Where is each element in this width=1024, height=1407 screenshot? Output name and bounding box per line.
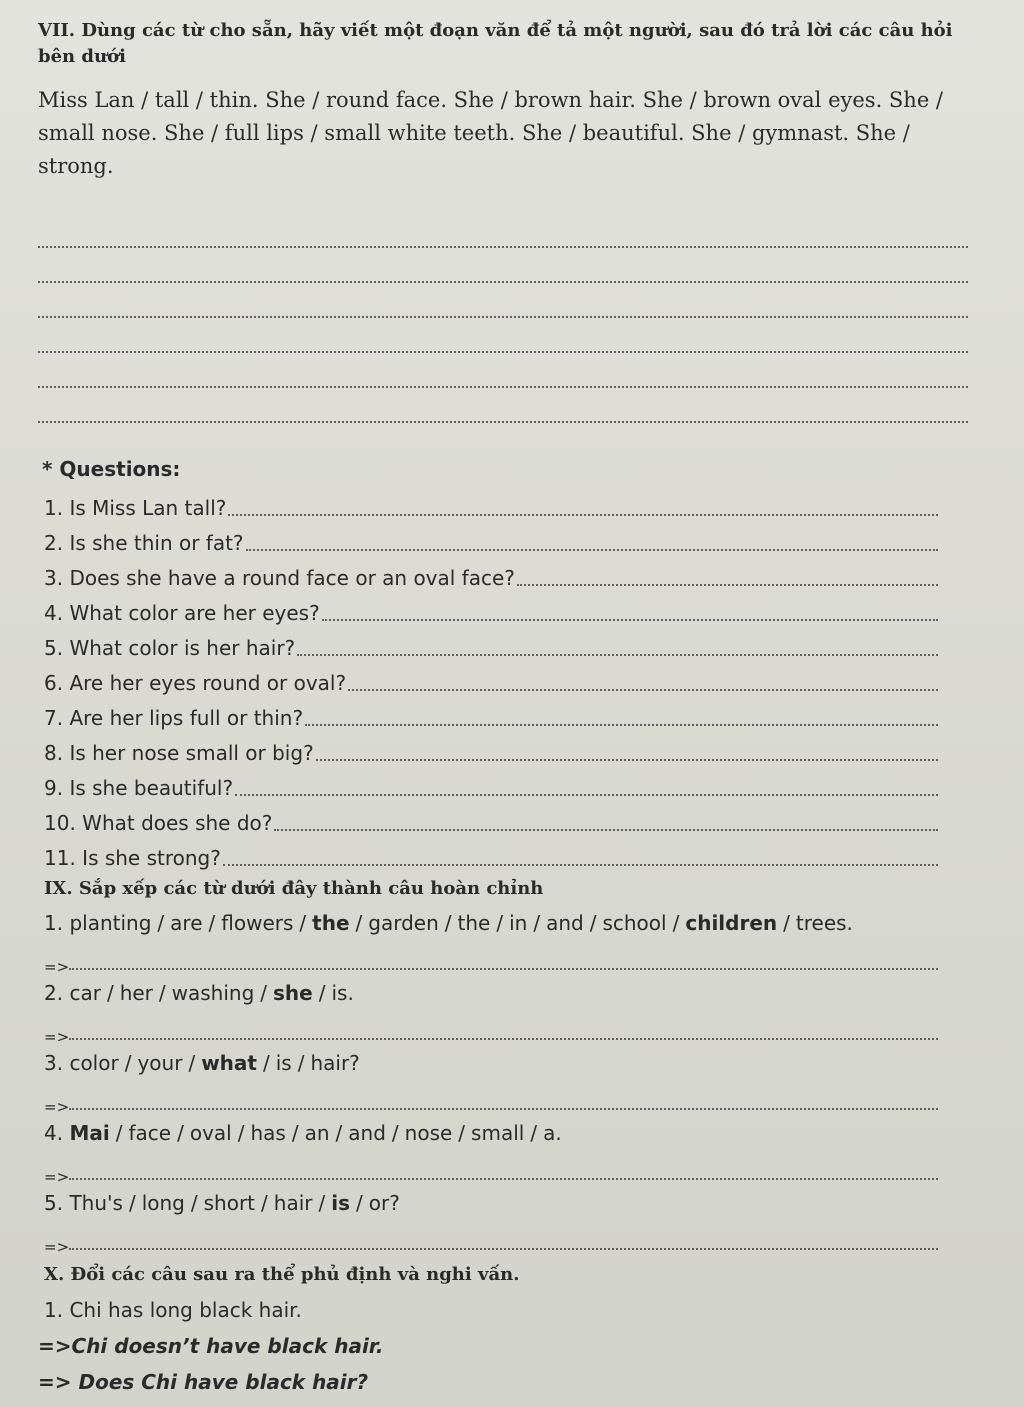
- arrange-word: the: [312, 911, 350, 935]
- question-row: [44, 730, 938, 765]
- word-separator: /: [391, 1121, 399, 1145]
- word-separator: /: [158, 981, 166, 1005]
- arrange-word: an: [304, 1121, 330, 1145]
- answer-prefix: =>: [38, 1370, 72, 1394]
- question-answer: [38, 1364, 998, 1400]
- arrange-word: hair?: [310, 1051, 360, 1075]
- word-separator: /: [128, 1191, 136, 1215]
- answer-line[interactable]: [69, 1164, 938, 1180]
- question-text: 5. What color is her hair?: [44, 636, 296, 660]
- answer-line[interactable]: [297, 636, 938, 656]
- arrange-item-number: 1.: [44, 911, 64, 935]
- answer-prefix: =>: [44, 1168, 70, 1186]
- question-row: [44, 835, 938, 870]
- writing-area[interactable]: [38, 213, 998, 423]
- arrange-word: your: [137, 1051, 183, 1075]
- arrange-word: the: [457, 911, 491, 935]
- arrange-word: Mai: [69, 1121, 110, 1145]
- question-row: [44, 520, 938, 555]
- word-separator: /: [291, 1121, 299, 1145]
- arrange-item: [44, 1046, 962, 1081]
- word-separator: /: [260, 981, 268, 1005]
- word-separator: /: [115, 1121, 123, 1145]
- question-text: 10. What does she do?: [44, 811, 273, 835]
- word-separator: /: [190, 1191, 198, 1215]
- word-separator: /: [188, 1051, 196, 1075]
- word-separator: /: [177, 1121, 184, 1145]
- question-row: [44, 555, 938, 590]
- word-separator: /: [672, 911, 680, 935]
- word-separator: /: [157, 911, 165, 935]
- word-separator: /: [530, 1121, 538, 1145]
- word-separator: /: [318, 1191, 326, 1215]
- word-separator: /: [318, 981, 326, 1005]
- answer-line[interactable]: [228, 496, 938, 516]
- arrange-answer-row: [44, 1151, 938, 1186]
- negative-answer: [38, 1328, 998, 1364]
- word-separator: /: [444, 911, 452, 935]
- negative-answer-text: Chi doesn’t have black hair.: [71, 1334, 384, 1358]
- arrange-word: what: [201, 1051, 257, 1075]
- question-text: 4. What color are her eyes?: [44, 601, 320, 625]
- answer-prefix: =>: [44, 1238, 70, 1256]
- question-answer-text: Does Chi have black hair?: [71, 1370, 369, 1394]
- question-row: [44, 590, 938, 625]
- question-text: 6. Are her eyes round or oval?: [44, 671, 347, 695]
- arrange-word: small: [471, 1121, 525, 1145]
- arrange-list: [38, 906, 998, 1256]
- questions-title: * Questions:: [42, 457, 181, 481]
- answer-line[interactable]: [69, 1234, 938, 1250]
- word-separator: /: [783, 911, 790, 935]
- word-separator: /: [458, 1121, 466, 1145]
- question-text: 2. Is she thin or fat?: [44, 531, 244, 555]
- arrange-answer-row: [44, 1221, 938, 1256]
- arrange-item-number: 3.: [44, 1051, 64, 1075]
- word-separator: /: [355, 911, 363, 935]
- arrange-answer-row: [44, 1081, 938, 1116]
- arrange-word: children: [685, 911, 778, 935]
- word-separator: /: [299, 911, 307, 935]
- arrange-item: [44, 976, 962, 1011]
- arrange-item-number: 4.: [44, 1121, 64, 1145]
- section-9-title: IX. Sắp xếp các từ dưới đây thành câu hoàn chỉnh: [44, 878, 544, 899]
- arrange-word: has: [250, 1121, 286, 1145]
- answer-line[interactable]: [246, 531, 938, 551]
- question-text: 1. Is Miss Lan tall?: [44, 496, 227, 520]
- arrange-word: Thu's: [69, 1191, 123, 1215]
- answer-line[interactable]: [235, 776, 938, 796]
- section-7-title: VII. Dùng các từ cho sẵn, hãy viết một đoạn văn để tả một người, sau đó trả lời các câu hỏi bên dưới: [38, 20, 953, 67]
- arrange-word: garden: [368, 911, 439, 935]
- answer-line[interactable]: [348, 671, 938, 691]
- arrange-word: oval: [189, 1121, 232, 1145]
- arrange-word: washing: [171, 981, 255, 1005]
- question-row: [44, 765, 938, 800]
- writing-line[interactable]: [38, 353, 968, 388]
- arrange-word: long: [141, 1191, 185, 1215]
- arrange-item: [44, 1116, 962, 1151]
- answer-prefix: =>: [44, 958, 70, 976]
- arrange-word: or?: [368, 1191, 400, 1215]
- arrange-word: school: [602, 911, 667, 935]
- answer-line[interactable]: [316, 741, 938, 761]
- arrange-item-number: 2.: [44, 981, 64, 1005]
- writing-line[interactable]: [38, 318, 968, 353]
- arrange-word: a.: [543, 1121, 562, 1145]
- arrange-item-number: 5.: [44, 1191, 64, 1215]
- answer-line[interactable]: [69, 1024, 938, 1040]
- writing-line[interactable]: [38, 248, 968, 283]
- arrange-word: hair: [273, 1191, 313, 1215]
- answer-prefix: =>: [44, 1098, 70, 1116]
- answer-line[interactable]: [517, 566, 938, 586]
- arrange-word: color: [69, 1051, 119, 1075]
- writing-line[interactable]: [38, 213, 968, 248]
- question-text: 8. Is her nose small or big?: [44, 741, 314, 765]
- word-separator: /: [356, 1191, 363, 1215]
- arrange-word: flowers: [221, 911, 294, 935]
- question-text: 11. Is she strong?: [44, 846, 221, 870]
- word-separator: /: [335, 1121, 343, 1145]
- word-separator: /: [262, 1051, 270, 1075]
- word-separator: /: [106, 981, 114, 1005]
- arrange-word: she: [273, 981, 313, 1005]
- arrange-word: face: [128, 1121, 172, 1145]
- section-7-passage: Miss Lan / tall / thin. She / round face. She / brown hair. She / brown oval eyes. She / small nose. She / full lips / small white teeth. She / beautiful. She / gymnast. She / strong.: [38, 88, 944, 178]
- arrange-answer-row: [44, 1011, 938, 1046]
- questions-list: [38, 485, 998, 870]
- writing-line[interactable]: [38, 283, 968, 318]
- arrange-word: is: [275, 1051, 292, 1075]
- arrange-item: [44, 1186, 962, 1221]
- arrange-word: is.: [331, 981, 354, 1005]
- question-row: [44, 800, 938, 835]
- word-separator: /: [261, 1191, 268, 1215]
- writing-line[interactable]: [38, 388, 968, 423]
- word-separator: /: [589, 911, 597, 935]
- word-separator: /: [533, 911, 541, 935]
- answer-line[interactable]: [69, 954, 938, 970]
- arrange-item: [44, 906, 962, 941]
- question-row: [44, 695, 938, 730]
- arrange-answer-row: [44, 941, 938, 976]
- answer-prefix: =>: [38, 1334, 72, 1358]
- question-row: [44, 660, 938, 695]
- word-separator: /: [297, 1051, 305, 1075]
- arrange-word: her: [119, 981, 153, 1005]
- arrange-word: and: [546, 911, 584, 935]
- answer-line[interactable]: [322, 601, 938, 621]
- answer-line[interactable]: [274, 811, 938, 831]
- arrange-word: and: [348, 1121, 386, 1145]
- question-text: 7. Are her lips full or thin?: [44, 706, 304, 730]
- answer-line[interactable]: [305, 706, 938, 726]
- answer-line[interactable]: [223, 846, 938, 866]
- question-row: [44, 485, 938, 520]
- word-separator: /: [496, 911, 504, 935]
- arrange-word: in: [509, 911, 528, 935]
- arrange-word: short: [203, 1191, 256, 1215]
- answer-prefix: =>: [44, 1028, 70, 1046]
- question-text: 3. Does she have a round face or an oval face?: [44, 566, 515, 590]
- word-separator: /: [124, 1051, 132, 1075]
- word-separator: /: [208, 911, 216, 935]
- word-separator: /: [237, 1121, 245, 1145]
- arrange-word: is: [331, 1191, 351, 1215]
- arrange-word: are: [170, 911, 203, 935]
- question-row: [44, 625, 938, 660]
- arrange-word: planting: [69, 911, 152, 935]
- section-10-item-1: 1. Chi has long black hair.: [44, 1298, 302, 1322]
- arrange-word: trees.: [795, 911, 853, 935]
- arrange-word: car: [69, 981, 101, 1005]
- question-text: 9. Is she beautiful?: [44, 776, 234, 800]
- arrange-word: nose: [404, 1121, 453, 1145]
- section-10-title: X. Đổi các câu sau ra thể phủ định và nghi vấn.: [44, 1264, 520, 1285]
- answer-line[interactable]: [69, 1094, 938, 1110]
